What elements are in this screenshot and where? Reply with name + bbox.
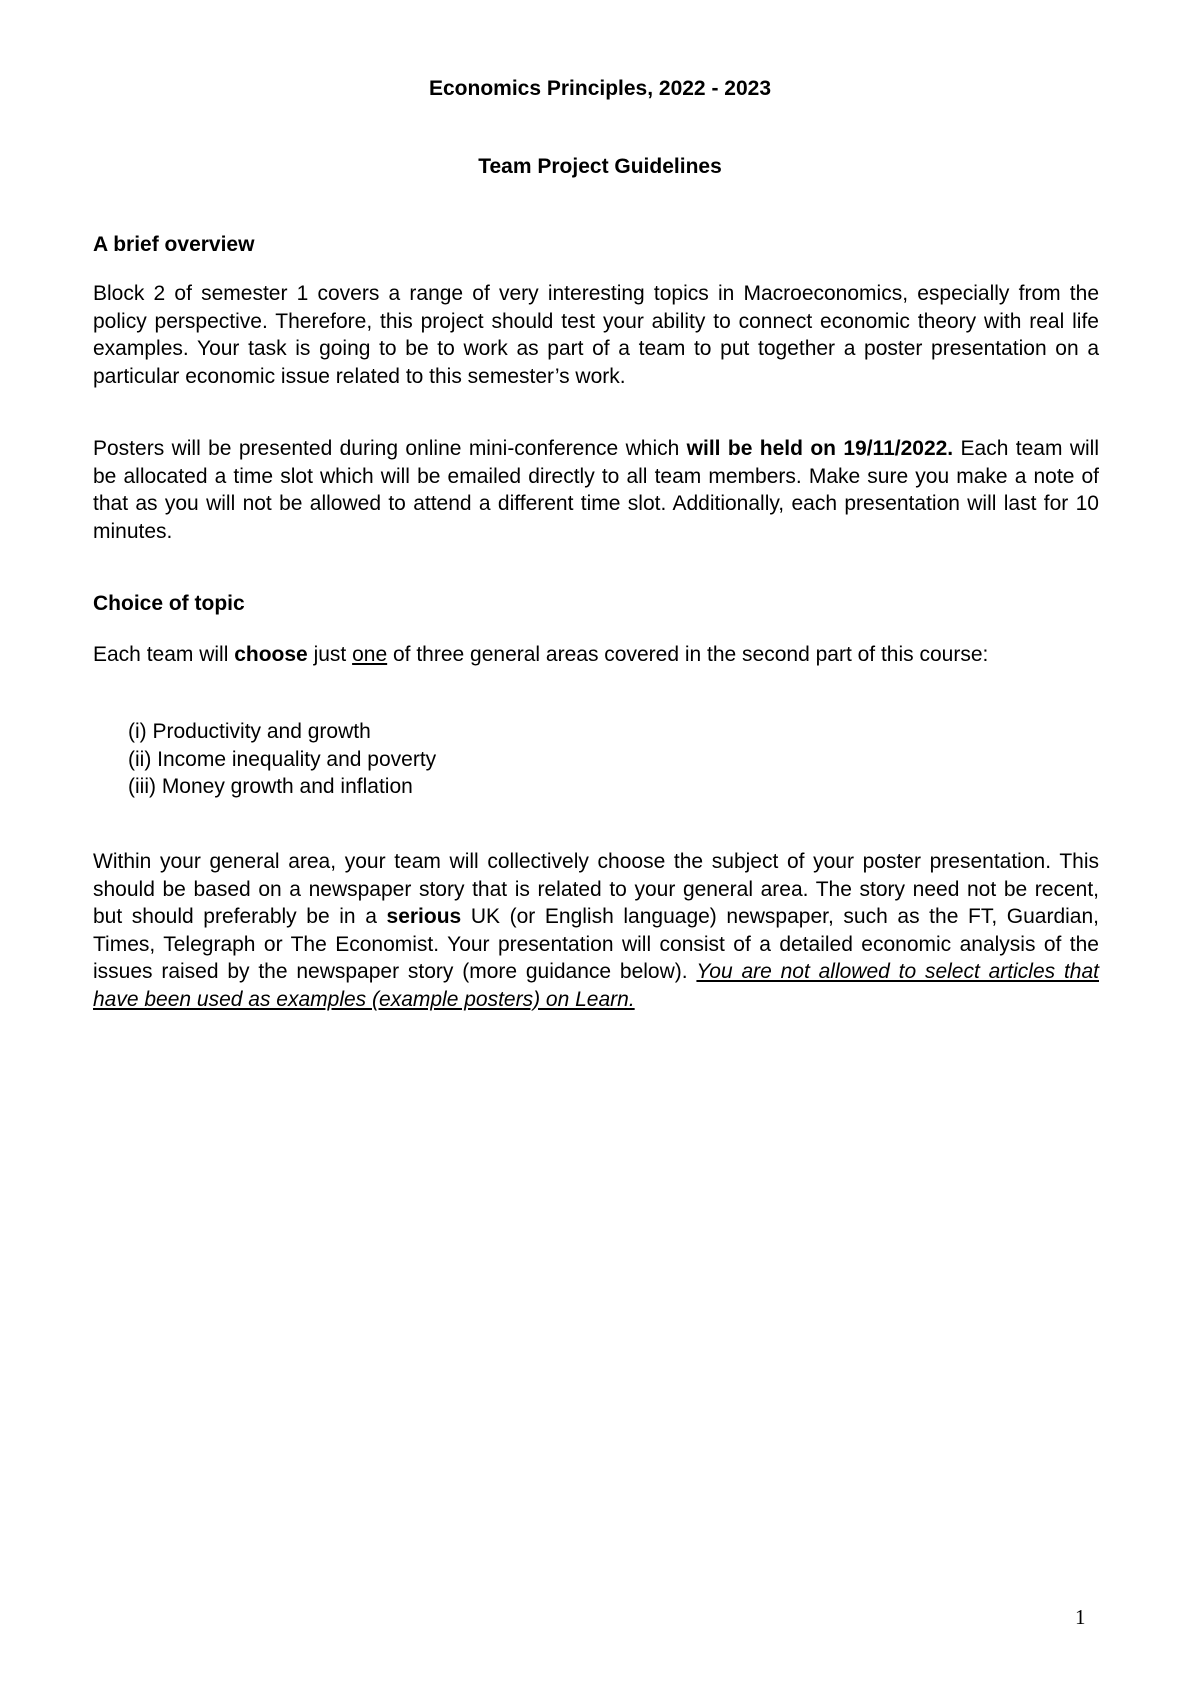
overview-paragraph-2	[93, 435, 1099, 545]
page-number: 1	[1075, 1605, 1086, 1629]
choice-intro-paragraph	[93, 641, 1099, 669]
overview-paragraph-2-text-before: Posters will be presented during online mini-conference which	[93, 437, 687, 460]
choice-closing-part1: Within your general area, your team will collectively choose the subject of your poster presentation. This should be based on a newspaper story that is related to your general area. The story need not be recent, but should preferably be in a	[93, 850, 1099, 928]
choice-intro-underlined: one	[352, 643, 388, 666]
choice-closing-paragraph	[93, 848, 1099, 1013]
choice-intro-part3: of three general areas covered in the second part of this course:	[387, 643, 989, 666]
document-subtitle: Team Project Guidelines	[478, 155, 722, 178]
choice-intro-part2: just	[307, 643, 353, 666]
document-title: Economics Principles, 2022 - 2023	[428, 77, 771, 100]
choice-intro-bold: choose	[234, 643, 308, 666]
overview-paragraph-1-text: Block 2 of semester 1 covers a range of very interesting topics in Macroeconomics, especially from the policy perspective. Therefore, this project should test your ability to connect economic theory with real life examples. Your task is going to be to work as part of a team to put together a poster presentation on a particular economic issue related to this semester’s work.	[93, 282, 1099, 388]
overview-paragraph-2-bold-date: will be held on 19/11/2022.	[686, 437, 954, 460]
section-heading-choice: Choice of topic	[93, 592, 245, 615]
overview-paragraph-1	[93, 280, 1099, 390]
choice-intro-part1: Each team will	[93, 643, 235, 666]
section-heading-overview: A brief overview	[93, 233, 255, 256]
choice-closing-part2: UK (or English language) newspaper, such as the FT, Guardian, Times, Telegraph or The Economist. Your presentation will consist of a detailed economic analysis of the issues raised by the newspaper story (more guidance below).	[93, 905, 1099, 983]
choice-closing-bold: serious	[386, 905, 462, 928]
list-item: (ii) Income inequality and poverty	[128, 747, 437, 771]
choice-closing-italic-underlined: You are not allowed to select articles that have been used as examples (example posters) on Learn.	[93, 960, 1099, 1011]
list-item: (iii) Money growth and inflation	[128, 775, 413, 798]
list-item: (i) Productivity and growth	[128, 720, 371, 743]
topic-list	[128, 718, 436, 801]
overview-paragraph-2-text-after: Each team will be allocated a time slot which will be emailed directly to all team members. Make sure you make a note of that as you will not be allowed to attend a different time slot. Additionally, each presentation will last for 10 minutes.	[93, 437, 1099, 543]
